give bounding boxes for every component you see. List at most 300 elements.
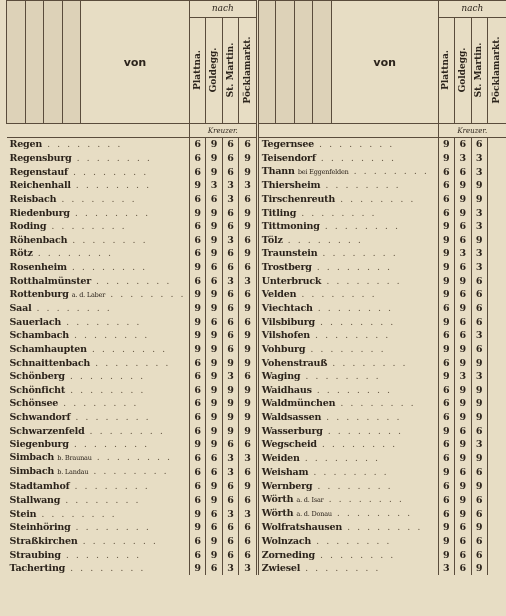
table-row: [7, 234, 506, 248]
right-place-cell: [257, 479, 438, 493]
leader-dots: . . . . . . . .: [319, 221, 400, 233]
left-value-cell: 9: [206, 165, 222, 179]
leader-dots: . . . . . . . .: [300, 563, 381, 575]
left-place-cell: [7, 370, 190, 384]
right-value-cell: 9: [455, 356, 471, 370]
left-value-cell: 9: [206, 247, 222, 261]
leader-dots: . . . . . . . .: [60, 549, 142, 561]
right-place-cell: [257, 288, 438, 302]
right-value-cell: 9: [455, 274, 471, 288]
right-value-cell: 9: [438, 261, 454, 275]
table-row: [7, 138, 506, 152]
table-row: [7, 193, 506, 207]
place-name: Rötz: [9, 248, 33, 260]
right-place-cell: [257, 370, 438, 384]
left-value-cell: 6: [239, 370, 258, 384]
left-place-cell: [7, 535, 190, 549]
right-value-cell: 3: [471, 370, 487, 384]
left-value-cell: 6: [189, 397, 205, 411]
leader-dots: . . . . . . . .: [316, 439, 398, 451]
place-name: Zorneding: [261, 549, 315, 561]
place-name: Schwandorf: [9, 411, 71, 423]
table-row: [7, 261, 506, 275]
leader-dots: . . . . . . . .: [296, 207, 377, 219]
left-value-cell: 9: [239, 479, 258, 493]
leader-dots: . . . . . . . .: [312, 480, 393, 492]
right-value-cell: 9: [471, 234, 487, 248]
place-name: Röhenbach: [9, 234, 68, 246]
right-place-cell: [257, 384, 438, 398]
left-value-cell: 9: [206, 493, 222, 507]
left-place-cell: [7, 179, 190, 193]
right-value-cell: [487, 411, 506, 425]
right-value-cell: [487, 479, 506, 493]
left-place-cell: [7, 288, 190, 302]
leader-dots: . . . . . . . .: [91, 275, 172, 287]
left-value-cell: 3: [222, 451, 238, 465]
left-value-cell: 3: [222, 507, 238, 521]
left-von-heading: von: [81, 1, 190, 124]
left-value-cell: 9: [189, 562, 205, 576]
left-value-cell: 6: [239, 261, 258, 275]
leader-dots: . . . . . . . .: [327, 357, 408, 369]
left-value-cell: 9: [206, 370, 222, 384]
place-note: a. d. Laber: [71, 290, 106, 299]
right-value-cell: 9: [455, 343, 471, 357]
right-value-cell: [487, 465, 506, 479]
right-value-cell: 9: [471, 479, 487, 493]
left-value-cell: 9: [189, 438, 205, 452]
right-place-cell: [257, 424, 438, 438]
table-row: [7, 411, 506, 425]
left-value-cell: 6: [189, 493, 205, 507]
right-value-cell: [487, 152, 506, 166]
left-value-cell: 9: [206, 397, 222, 411]
right-place-cell: [257, 247, 438, 261]
left-value-cell: 9: [206, 220, 222, 234]
right-value-cell: 9: [438, 247, 454, 261]
right-value-cell: 9: [455, 479, 471, 493]
table-row: [7, 316, 506, 330]
left-value-cell: 6: [206, 451, 222, 465]
left-value-cell: 9: [189, 302, 205, 316]
right-value-cell: 3: [471, 165, 487, 179]
right-place-cell: [257, 397, 438, 411]
right-place-cell: [257, 165, 438, 179]
right-value-cell: 6: [455, 288, 471, 302]
left-value-cell: 6: [189, 193, 205, 207]
place-name: Regen: [9, 139, 43, 151]
faded-column-4: [62, 1, 81, 124]
left-value-cell: 6: [239, 465, 258, 479]
left-value-cell: 9: [206, 206, 222, 220]
right-value-cell: 6: [471, 274, 487, 288]
place-name: Rottenburg: [9, 288, 69, 300]
right-value-cell: 3: [471, 206, 487, 220]
right-value-cell: 6: [438, 411, 454, 425]
place-name: Traunstein: [261, 248, 318, 260]
right-place-cell: [257, 302, 438, 316]
place-name: Sauerlach: [9, 316, 62, 328]
leader-dots: . . . . . . . .: [342, 522, 423, 534]
right-value-cell: 9: [455, 411, 471, 425]
right-value-cell: [487, 261, 506, 275]
leader-dots: . . . . . . . .: [65, 384, 146, 396]
left-value-cell: 3: [239, 179, 258, 193]
right-value-cell: 9: [471, 179, 487, 193]
left-value-cell: 6: [189, 370, 205, 384]
right-place-cell: [257, 206, 438, 220]
place-name: Waidhaus: [261, 384, 312, 396]
table-row: [7, 370, 506, 384]
place-name: Reisbach: [9, 194, 57, 206]
table-row: [7, 329, 506, 343]
left-value-cell: 9: [189, 288, 205, 302]
left-place-cell: [7, 193, 190, 207]
right-value-cell: [487, 206, 506, 220]
left-place-cell: [7, 507, 190, 521]
left-place-cell: [7, 438, 190, 452]
table-row: [7, 451, 506, 465]
faded-column-3: [44, 1, 63, 124]
right-value-cell: [487, 179, 506, 193]
right-value-cell: [487, 288, 506, 302]
place-note: b. Landau: [57, 468, 89, 477]
right-value-cell: [487, 370, 506, 384]
place-name: Tölz: [261, 234, 283, 246]
right-value-cell: [487, 302, 506, 316]
right-value-cell: 6: [455, 261, 471, 275]
table-row: [7, 562, 506, 576]
left-value-cell: 6: [189, 548, 205, 562]
leader-dots: . . . . . . . .: [86, 344, 168, 356]
left-value-cell: 9: [239, 356, 258, 370]
leader-dots: . . . . . . . .: [305, 344, 386, 356]
leader-dots: . . . . . . . .: [335, 398, 416, 410]
left-value-cell: 6: [189, 152, 205, 166]
left-value-cell: 9: [206, 356, 222, 370]
left-value-cell: 6: [189, 234, 205, 248]
left-value-cell: 6: [206, 316, 222, 330]
place-name: Stein: [9, 508, 37, 520]
place-name: Schnaittenbach: [9, 357, 91, 369]
right-value-cell: [487, 138, 506, 152]
right-value-cell: 9: [438, 288, 454, 302]
leader-dots: . . . . . . . .: [84, 425, 165, 437]
leader-dots: . . . . . . . .: [314, 316, 396, 328]
right-value-cell: 6: [471, 507, 487, 521]
place-name: Straßkirchen: [9, 535, 78, 547]
faded-column-6: [276, 1, 295, 124]
left-value-cell: 6: [189, 356, 205, 370]
leader-dots: . . . . . . . .: [88, 466, 169, 478]
right-value-cell: 6: [455, 465, 471, 479]
leader-dots: . . . . . . . .: [331, 508, 413, 520]
right-value-cell: 9: [438, 152, 454, 166]
right-place-cell: [257, 274, 438, 288]
leader-dots: . . . . . . . .: [321, 411, 402, 423]
right-value-cell: 6: [438, 302, 454, 316]
left-value-cell: 6: [222, 247, 238, 261]
place-name: Vohburg: [261, 344, 306, 356]
right-value-cell: 6: [455, 424, 471, 438]
right-value-cell: 3: [455, 370, 471, 384]
left-value-cell: 9: [222, 356, 238, 370]
left-value-cell: 6: [189, 384, 205, 398]
left-value-cell: 9: [239, 165, 258, 179]
leader-dots: . . . . . . . .: [299, 452, 381, 464]
right-place-cell: [257, 562, 438, 576]
left-place-cell: [7, 411, 190, 425]
table-row: [7, 343, 506, 357]
left-place-cell: [7, 329, 190, 343]
left-value-cell: 9: [206, 288, 222, 302]
right-value-cell: 9: [471, 451, 487, 465]
place-name: Wörth: [261, 494, 294, 506]
right-value-cell: 3: [471, 247, 487, 261]
right-col-heading-1: Plattna.: [438, 18, 454, 124]
right-value-cell: 6: [438, 507, 454, 521]
right-value-cell: 9: [455, 193, 471, 207]
right-value-cell: 6: [455, 562, 471, 576]
right-value-cell: [487, 397, 506, 411]
left-value-cell: 9: [222, 397, 238, 411]
left-value-cell: 9: [206, 152, 222, 166]
leader-dots: . . . . . . . .: [323, 494, 404, 506]
left-value-cell: 9: [239, 411, 258, 425]
left-place-cell: [7, 479, 190, 493]
right-value-cell: 3: [471, 261, 487, 275]
left-value-cell: 6: [189, 535, 205, 549]
left-place-cell: [7, 521, 190, 535]
right-value-cell: 9: [471, 356, 487, 370]
right-value-cell: 6: [438, 179, 454, 193]
right-value-cell: 9: [455, 507, 471, 521]
left-value-cell: 6: [206, 261, 222, 275]
right-value-cell: 9: [438, 316, 454, 330]
left-value-cell: 9: [239, 343, 258, 357]
left-place-cell: [7, 397, 190, 411]
table-row: [7, 220, 506, 234]
leader-dots: . . . . . . . .: [310, 330, 391, 342]
leader-dots: . . . . . . . .: [90, 357, 171, 369]
left-col-heading-2: Goldegg.: [206, 18, 222, 124]
left-value-cell: 6: [239, 234, 258, 248]
leader-dots: . . . . . . . .: [320, 180, 401, 192]
right-value-cell: 9: [471, 411, 487, 425]
table-row: [7, 548, 506, 562]
right-value-cell: 3: [455, 247, 471, 261]
table-body: [7, 1, 506, 576]
right-place-cell: [257, 193, 438, 207]
left-value-cell: 9: [189, 261, 205, 275]
leader-dots: . . . . . . . .: [31, 303, 112, 315]
left-place-cell: [7, 274, 190, 288]
table-row: [7, 165, 506, 179]
left-value-cell: 6: [189, 411, 205, 425]
leader-dots: . . . . . . . .: [300, 371, 381, 383]
left-value-cell: 3: [222, 193, 238, 207]
right-value-cell: 6: [471, 535, 487, 549]
left-value-cell: 9: [239, 152, 258, 166]
left-value-cell: 9: [206, 479, 222, 493]
leader-dots: . . . . . . . .: [69, 480, 150, 492]
right-value-cell: [487, 507, 506, 521]
left-value-cell: 6: [222, 535, 238, 549]
left-value-cell: 6: [222, 288, 238, 302]
left-value-cell: 3: [239, 274, 258, 288]
place-name: Saal: [9, 303, 32, 315]
leader-dots: . . . . . . . .: [322, 425, 404, 437]
right-value-cell: 6: [471, 302, 487, 316]
left-place-cell: [7, 548, 190, 562]
left-value-cell: 6: [189, 465, 205, 479]
table-row: [7, 274, 506, 288]
place-name: Zwiesel: [261, 563, 301, 575]
leader-dots: . . . . . . . .: [60, 494, 141, 506]
right-value-cell: [487, 548, 506, 562]
place-name: Stallwang: [9, 494, 61, 506]
right-place-cell: [257, 411, 438, 425]
place-name: Tittmoning: [261, 221, 320, 233]
left-place-cell: [7, 261, 190, 275]
table-row: [7, 206, 506, 220]
left-value-cell: 9: [189, 507, 205, 521]
right-value-cell: 6: [455, 316, 471, 330]
right-nach-heading: nach: [438, 1, 506, 18]
left-value-cell: 6: [189, 274, 205, 288]
right-value-cell: 6: [471, 424, 487, 438]
left-value-cell: 6: [222, 220, 238, 234]
right-value-cell: [487, 521, 506, 535]
left-value-cell: 9: [239, 397, 258, 411]
right-value-cell: [487, 220, 506, 234]
place-note: bei Eggenfelden: [297, 168, 349, 177]
right-value-cell: 6: [438, 206, 454, 220]
place-note: b. Braunau: [57, 454, 92, 463]
place-name: Teisendorf: [261, 152, 316, 164]
leader-dots: . . . . . . . .: [70, 522, 151, 534]
place-name: Wasserburg: [261, 425, 323, 437]
left-value-cell: 6: [222, 521, 238, 535]
leader-dots: . . . . . . . .: [314, 549, 396, 561]
left-value-cell: 9: [206, 424, 222, 438]
place-name: Velden: [261, 289, 297, 301]
unit-row: [7, 124, 506, 138]
right-value-cell: 3: [471, 329, 487, 343]
table-row: [7, 521, 506, 535]
place-name: Waldmünchen: [261, 398, 336, 410]
right-value-cell: 9: [471, 521, 487, 535]
right-value-cell: [487, 247, 506, 261]
left-value-cell: 6: [239, 493, 258, 507]
leader-dots: . . . . . . . .: [36, 508, 117, 520]
left-place-cell: [7, 165, 190, 179]
leader-dots: . . . . . . . .: [68, 439, 150, 451]
left-value-cell: 9: [239, 302, 258, 316]
left-nach-heading: nach: [189, 1, 257, 18]
left-value-cell: 3: [222, 179, 238, 193]
place-note: a. d. Isar: [296, 496, 324, 505]
right-col-heading-3: St. Martin.: [471, 18, 487, 124]
leader-dots: . . . . . . . .: [66, 262, 148, 274]
place-name: Wegscheid: [261, 439, 317, 451]
left-value-cell: 9: [239, 220, 258, 234]
right-place-cell: [257, 152, 438, 166]
table-row: [7, 302, 506, 316]
left-value-cell: 6: [206, 274, 222, 288]
place-name: Vilsbiburg: [261, 316, 315, 328]
left-value-cell: 6: [222, 206, 238, 220]
place-name: Thann: [261, 166, 295, 178]
right-place-cell: [257, 548, 438, 562]
leader-dots: . . . . . . . .: [64, 371, 146, 383]
left-value-cell: 6: [189, 138, 205, 152]
left-place-cell: [7, 562, 190, 576]
right-place-cell: [257, 220, 438, 234]
right-value-cell: [487, 356, 506, 370]
left-col-heading-1: Plattna.: [189, 18, 205, 124]
left-col-heading-4: Pöcklamarkt.: [239, 18, 258, 124]
leader-dots: . . . . . . . .: [70, 180, 152, 192]
right-col-heading-4: Pöcklamarkt.: [487, 18, 506, 124]
table-row: [7, 356, 506, 370]
right-value-cell: 9: [438, 234, 454, 248]
left-value-cell: 6: [222, 479, 238, 493]
left-value-cell: 3: [222, 370, 238, 384]
left-place-cell: [7, 424, 190, 438]
left-value-cell: 6: [222, 493, 238, 507]
right-value-cell: 6: [438, 451, 454, 465]
left-value-cell: 9: [206, 535, 222, 549]
table-row: [7, 507, 506, 521]
left-value-cell: 9: [206, 138, 222, 152]
table-row: [7, 424, 506, 438]
left-value-cell: 9: [189, 329, 205, 343]
place-name: Schambach: [9, 330, 69, 342]
left-value-cell: 9: [189, 343, 205, 357]
left-value-cell: 6: [222, 548, 238, 562]
left-value-cell: 9: [239, 424, 258, 438]
left-value-cell: 9: [189, 206, 205, 220]
leader-dots: . . . . . . . .: [308, 466, 389, 478]
right-value-cell: 6: [438, 329, 454, 343]
left-value-cell: 9: [239, 329, 258, 343]
right-value-cell: 6: [438, 384, 454, 398]
right-value-cell: [487, 424, 506, 438]
left-value-cell: 6: [222, 165, 238, 179]
place-name: Unterbruck: [261, 275, 322, 287]
left-value-cell: 9: [239, 247, 258, 261]
faded-column-7: [294, 1, 313, 124]
left-value-cell: 6: [189, 165, 205, 179]
table-row: [7, 479, 506, 493]
right-value-cell: 9: [471, 397, 487, 411]
place-name: Rotthalmünster: [9, 275, 92, 287]
left-value-cell: 9: [222, 384, 238, 398]
place-name: Rosenheim: [9, 262, 67, 274]
place-name: Wolnzach: [261, 535, 312, 547]
place-name: Weisham: [261, 466, 309, 478]
right-value-cell: 9: [438, 535, 454, 549]
right-value-cell: 6: [438, 438, 454, 452]
right-place-cell: [257, 261, 438, 275]
right-place-cell: [257, 507, 438, 521]
right-value-cell: [487, 535, 506, 549]
table-row: [7, 179, 506, 193]
place-name: Schönberg: [9, 371, 65, 383]
leader-dots: . . . . . . . .: [69, 207, 151, 219]
